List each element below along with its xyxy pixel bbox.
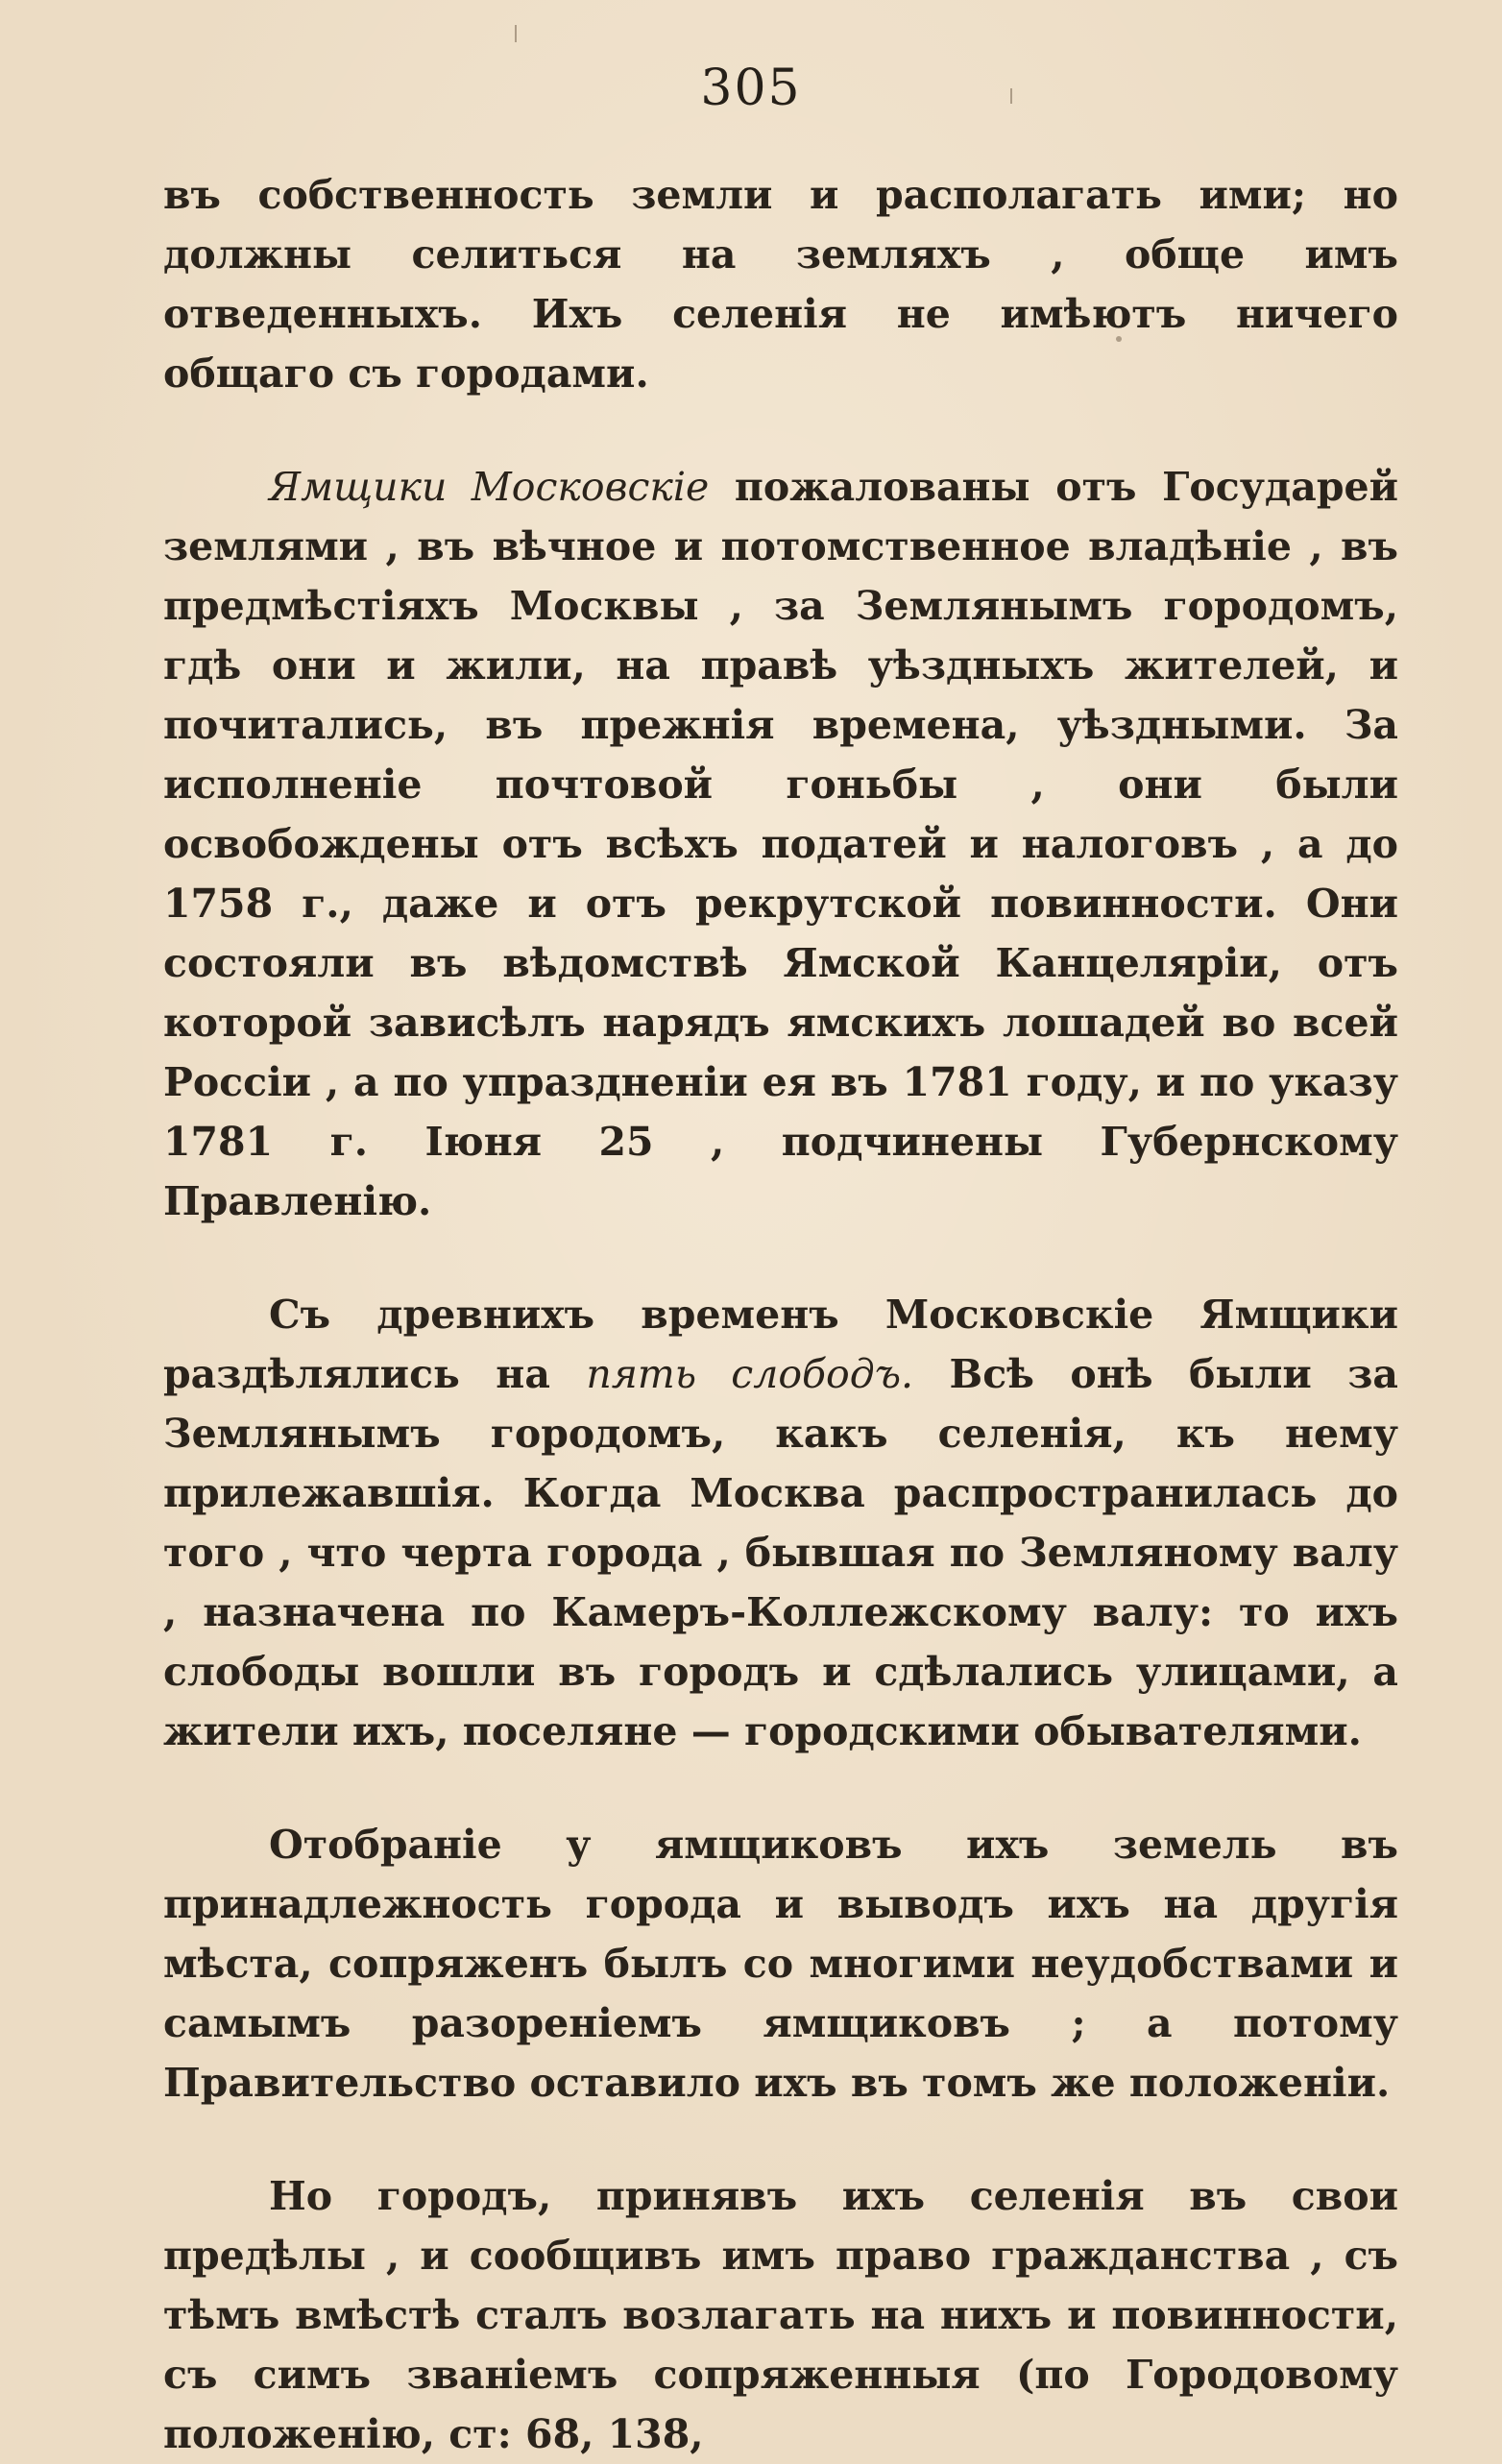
paragraph-continuation: въ собственность земли и располагать ими; но должны селиться на земляхъ , общe имъ отведенныхъ. Ихъ селенія не имѣютъ ничего общаго съ городами.: [163, 172, 1398, 397]
paragraph-text-before: Съ древнихъ временъ Московскіе Ямщики раздѣлялись на: [163, 1292, 1398, 1397]
paragraph-slobody: [163, 1285, 1398, 1761]
paragraph-text-after: Всѣ онѣ были за Землянымъ городомъ, какъ селенія, къ нему прилежавшія. Когда Москва распространилась до того , что черта города , бывшая по Земляному валу , назначена по Камеръ-Коллежскому валу: то ихъ слободы вошли въ городъ и сдѣлались улицами, а жители ихъ, поселяне — городскими обывателями.: [163, 1351, 1398, 1754]
paragraph-text: пожалованы отъ Государей землями , въ вѣчное и потомственное владѣніе , въ предмѣстіяхъ Москвы , за Землянымъ городомъ, гдѣ они и жили, на правѣ уѣздныхъ жителей, и почитались, въ прежнія времена, уѣздными. За исполненіе почтовой гоньбы , они были освобождены отъ всѣхъ податей и налоговъ , а до 1758 г., даже и отъ рекрутской повинности. Они состояли въ вѣдомствѣ Ямской Канцеляріи, отъ которой зависѣлъ нарядъ ямскихъ лошадей во всей Россіи , а по упраздненіи ея въ 1781 году, и по указу 1781 г. Іюня 25 , подчинены Губернскому Правленію.: [163, 464, 1398, 1224]
italic-lead-term: Ямщики Московскіе: [269, 464, 710, 510]
italic-term: пять слободъ.: [586, 1351, 914, 1397]
paragraph-land-taking: Отобраніе у ямщиковъ ихъ земель въ принадлежность города и выводъ ихъ на другія мѣста, сопряженъ былъ со многими неудобствами и самымъ разореніемъ ямщиковъ ; а потому Правительство оставило ихъ въ томъ же положеніи.: [163, 1822, 1398, 2106]
page-body: [163, 165, 1398, 2464]
paragraph-city-duties: Но городъ, принявъ ихъ селенія въ свои предѣлы , и сообщивъ имъ право гражданства , съ тѣмъ вмѣстѣ сталъ возлагать на нихъ и повинности, съ симъ званіемъ сопряженныя (по Городовому положенію, ст: 68, 138,: [163, 2173, 1398, 2457]
page-number: 305: [700, 60, 802, 117]
paragraph-yamshchiki: [163, 457, 1398, 1231]
scan-speck: [515, 25, 517, 42]
